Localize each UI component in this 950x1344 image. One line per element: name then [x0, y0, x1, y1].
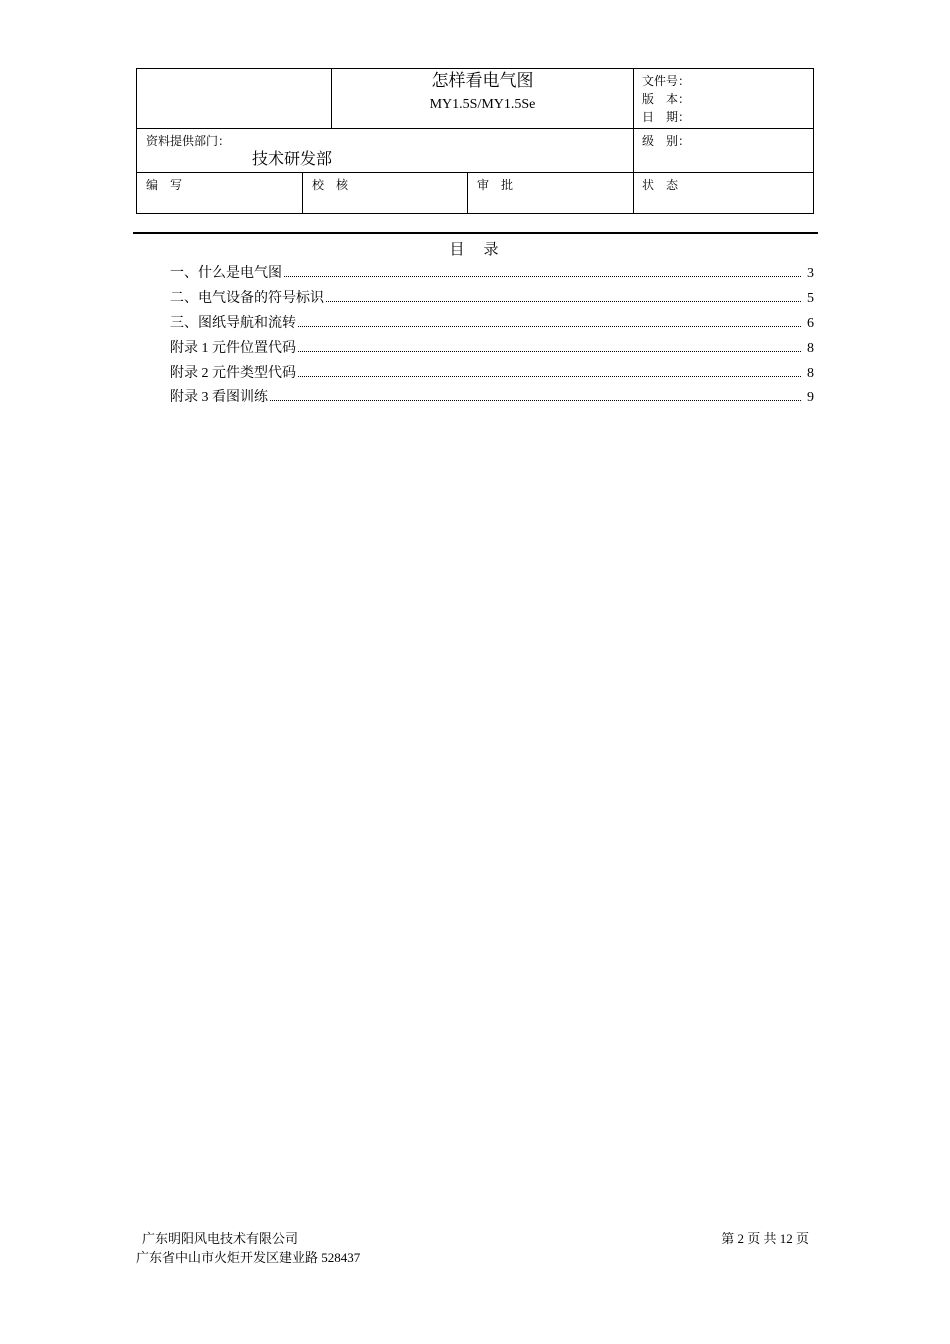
toc-entry[interactable] — [170, 386, 814, 408]
toc-entry-label: 二、电气设备的符号标识 — [170, 291, 324, 306]
toc-entry-page: 8 — [807, 341, 814, 356]
header-separator — [133, 232, 818, 234]
footer-address: 广东省中山市火炬开发区建业路 528437 — [136, 1250, 361, 1265]
file-no-label: 文件号： — [642, 74, 691, 88]
approve-label: 审 批 — [477, 178, 514, 192]
header-col-divider-2 — [633, 68, 634, 172]
toc-entry[interactable] — [170, 312, 814, 334]
toc-leader-dots — [326, 300, 801, 302]
toc-entry-page: 5 — [807, 291, 814, 306]
toc-entry-label: 附录 3 看图训练 — [170, 390, 268, 405]
toc-entry[interactable] — [170, 262, 814, 284]
header-col-divider-3 — [302, 172, 303, 214]
footer-page-info: 第 2 页 共 12 页 — [721, 1231, 809, 1246]
toc-entry-page: 9 — [807, 390, 814, 405]
toc-entry[interactable] — [170, 337, 814, 359]
version-label: 版 本： — [642, 92, 691, 106]
toc-title: 目 录 — [449, 240, 501, 258]
header-col-divider-4 — [467, 172, 468, 214]
document-title: 怎样看电气图 — [431, 71, 534, 91]
toc-entry-page: 8 — [807, 366, 814, 381]
toc-leader-dots — [298, 350, 801, 352]
status-label: 状 态 — [642, 178, 679, 192]
toc-entry-label: 三、图纸导航和流转 — [170, 316, 296, 331]
toc-leader-dots — [270, 399, 801, 401]
level-label: 级 别： — [642, 134, 691, 148]
toc-entry[interactable] — [170, 287, 814, 309]
header-col-divider-5 — [633, 172, 634, 214]
toc-entry-label: 附录 1 元件位置代码 — [170, 341, 296, 356]
toc-entry[interactable] — [170, 362, 814, 384]
dept-label: 资料提供部门： — [146, 134, 231, 148]
toc-leader-dots — [298, 325, 801, 327]
toc-entry-page: 6 — [807, 316, 814, 331]
date-label: 日 期： — [642, 110, 691, 124]
footer-company: 广东明阳风电技术有限公司 — [142, 1231, 299, 1246]
review-label: 校 核 — [312, 178, 349, 192]
author-label: 编 写 — [146, 178, 183, 192]
toc-leader-dots — [298, 375, 801, 377]
toc-entry-page: 3 — [807, 266, 814, 281]
document-model: MY1.5S/MY1.5Se — [429, 97, 536, 112]
toc-leader-dots — [284, 275, 801, 277]
header-row-divider-1 — [136, 128, 814, 129]
dept-value: 技术研发部 — [252, 149, 333, 168]
toc-entry-label: 附录 2 元件类型代码 — [170, 366, 296, 381]
toc-entry-label: 一、什么是电气图 — [170, 266, 282, 281]
header-row-divider-2 — [136, 172, 814, 173]
